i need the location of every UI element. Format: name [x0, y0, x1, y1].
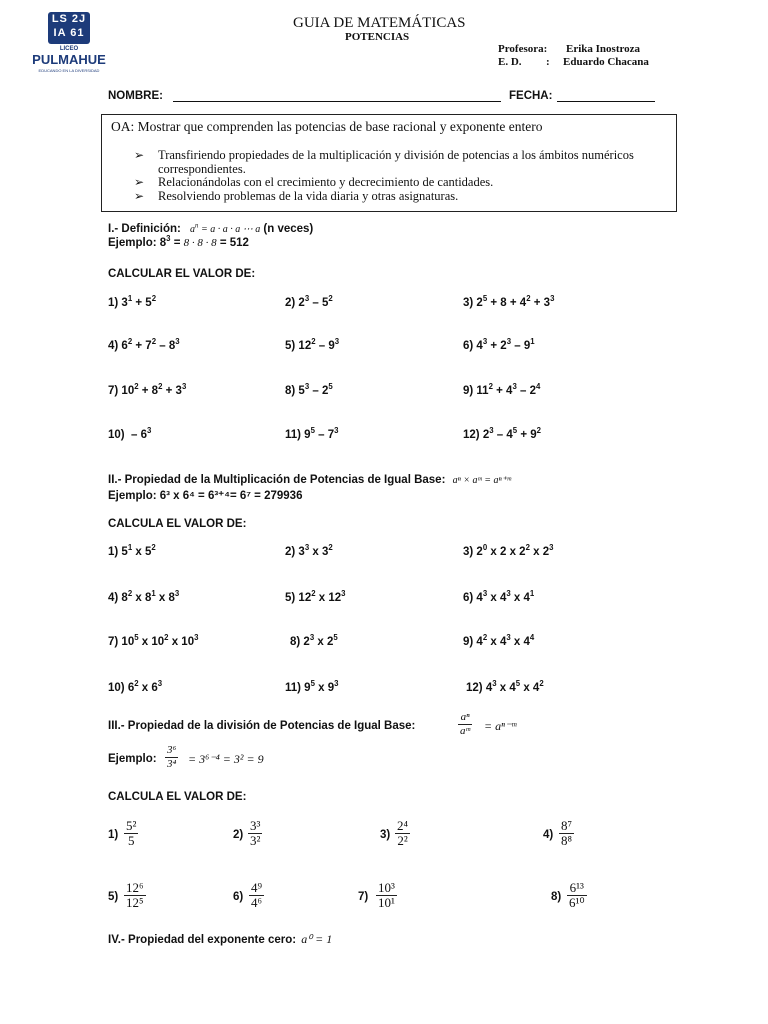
- s1-formula-base: a: [190, 224, 196, 235]
- s2-exercise: 1) $5^1$ x $5^2$: [108, 543, 156, 558]
- s1-exercise: 9) $11^2 + 4^3 - 2^4$: [463, 382, 541, 397]
- name-field[interactable]: [173, 91, 501, 102]
- s3-example-label: Ejemplo:: [108, 753, 157, 765]
- logo-name: PULMAHUE: [32, 52, 106, 67]
- objective-bullet: ➢ Resolviendo problemas de la vida diaria y otras asignaturas.: [134, 190, 670, 204]
- s3-exercise-den: 12⁵: [126, 895, 144, 910]
- s1-example-calc: 8 · 8 · 8: [183, 237, 217, 249]
- s1-exercise: 2) $2^3 - 5^2$: [285, 294, 333, 309]
- s3-exercise-label: 8): [551, 891, 562, 903]
- s2-exercise: 12) $4^3$ x $4^5$ x $4^2$: [466, 679, 544, 694]
- s3-exercise-label: 3): [380, 829, 391, 841]
- teacher-name: Erika Inostroza: [566, 43, 641, 55]
- s3-formula-fraction: [458, 711, 472, 738]
- s1-title-text: I.- Definición:: [108, 223, 181, 235]
- s1-example-eq: =: [173, 237, 181, 249]
- page-title: GUIA DE MATEMÁTICAS: [293, 15, 466, 31]
- s3-example-num: 3⁶: [167, 744, 177, 756]
- s2-exercise: 5) $12^2$ x $12^3$: [285, 589, 346, 604]
- objective-list: [134, 149, 670, 203]
- s2-exercise: 11) $9^5$ x $9^3$: [285, 679, 339, 694]
- ed-label: E. D.: [498, 56, 522, 68]
- s3-exercise-fraction: [124, 881, 146, 910]
- objective-label: OA:: [111, 119, 135, 134]
- s3-exercise-den: 2²: [397, 833, 408, 848]
- s3-exercise-label: 1): [108, 829, 119, 841]
- s1-example: [108, 234, 249, 249]
- s3-exercise-den: 3²: [250, 833, 261, 848]
- s1-exercise: 3) $2^5 + 8 + 4^2 + 3^3$: [463, 294, 555, 309]
- s1-exercise: 11) $9^5 - 7^3$: [285, 426, 339, 441]
- s2-exercise: 9) $4^2$ x $4^3$ x $4^4$: [463, 633, 535, 648]
- name-label: NOMBRE:: [108, 90, 163, 102]
- s3-exercise-label: 4): [543, 829, 554, 841]
- s3-exercise-fraction: [249, 881, 264, 910]
- s2-exercise: 3) $2^0$ x 2 x $2^2$ x $2^3$: [463, 543, 554, 558]
- s1-exercise: 5) $12^2 - 9^3$: [285, 337, 340, 352]
- s3-exercise-fraction: [559, 819, 574, 848]
- s3-exercise-num: 5²: [126, 818, 137, 833]
- s3-exercise-fraction: [567, 881, 587, 910]
- logo-badge-bottom: IA 61: [53, 27, 85, 39]
- s2-title-text: II.- Propiedad de la Multiplicación de Potencias de Igual Base:: [108, 474, 446, 486]
- s3-exercise-num: 12⁶: [126, 880, 144, 895]
- s3-example-den: 3⁴: [167, 758, 177, 770]
- date-field[interactable]: [557, 91, 655, 102]
- s2-example: Ejemplo: 6³ x 6⁴ = 6³⁺⁴= 6⁷ = 279936: [108, 490, 303, 502]
- s1-exercise: 12) $2^3 - 4^5 + 9^2$: [463, 426, 541, 441]
- s3-exercise-den: 8⁸: [561, 833, 573, 848]
- s3-exercise-label: 6): [233, 891, 244, 903]
- s3-exercise-den: 6¹⁰: [569, 895, 585, 910]
- s3-exercise-num: 2⁴: [397, 818, 409, 833]
- s1-n-times: (n veces): [263, 223, 314, 235]
- s2-exercise: 7) $10^5$ x $10^2$ x $10^3$: [108, 633, 199, 648]
- s1-exercise: 1) $3^1 + 5^2$: [108, 294, 157, 309]
- ed-separator: :: [546, 56, 550, 68]
- s2-exercise: 10) $6^2$ x $6^3$: [108, 679, 163, 694]
- page-subtitle: POTENCIAS: [345, 31, 410, 43]
- logo-tagline: EDUCANDO EN LA DIVERSIDAD: [38, 68, 100, 73]
- s3-exercise-num: 6¹³: [567, 881, 587, 896]
- objective-box: [101, 114, 677, 212]
- s1-exercise: 4) $6^2 + 7^2 - 8^3$: [108, 337, 180, 352]
- s3-exercise-num: 8⁷: [561, 818, 573, 833]
- s1-formula: [190, 224, 260, 235]
- s1-exercise: $10) - 6^3$: [108, 426, 152, 441]
- s3-exercise-label: 5): [108, 891, 119, 903]
- s3-exercise-fraction: [124, 819, 138, 848]
- school-logo: [22, 10, 116, 74]
- s3-exercise-num: 3³: [250, 818, 261, 833]
- s3-exercise-den: 5: [127, 833, 135, 848]
- s3-exercise-fraction: [395, 819, 410, 848]
- s2-exercise: 4) $8^2$ x $8^1$ x $8^3$: [108, 589, 180, 604]
- s3-instruction: CALCULA EL VALOR DE:: [108, 791, 247, 803]
- s1-example-label: Ejemplo: 8: [108, 237, 167, 249]
- s2-exercise: 6) $4^3$ x $4^3$ x $4^1$: [463, 589, 535, 604]
- s3-exercise-num: 4⁹: [251, 880, 263, 895]
- s2-exercise: 2) $3^3$ x $3^2$: [285, 543, 333, 558]
- s4-title-text: IV.- Propiedad del exponente cero:: [108, 934, 297, 946]
- s1-example-result: = 512: [219, 237, 249, 249]
- s1-exercise: 8) $5^3 - 2^5$: [285, 382, 333, 397]
- objective-description: Mostrar que comprenden las potencias de base racional y exponente entero: [137, 119, 543, 134]
- s2-instruction: CALCULA EL VALOR DE:: [108, 518, 247, 530]
- s3-exercise-num: 10³: [378, 880, 395, 895]
- logo-badge: [48, 12, 90, 44]
- s1-exercise: 6) $4^3 + 2^3 - 9^1$: [463, 337, 535, 352]
- s3-example-rhs: = 3⁶⁻⁴ = 3² = 9: [188, 752, 264, 766]
- s3-exercise-den: 4⁶: [251, 895, 263, 910]
- s4-title: [108, 932, 332, 947]
- s3-exercise-label: 7): [358, 891, 369, 903]
- s2-title: [108, 474, 511, 486]
- s1-instruction: CALCULAR EL VALOR DE:: [108, 268, 256, 280]
- s2-exercise: 8) $2^3$ x $2^5$: [290, 633, 338, 648]
- objective-text: [111, 119, 542, 135]
- s4-formula: a⁰ = 1: [301, 932, 333, 946]
- date-label: FECHA:: [509, 90, 553, 102]
- s1-exercise: 7) $10^2 + 8^2 + 3^3$: [108, 382, 187, 397]
- s3-formula-num: aⁿ: [458, 711, 472, 725]
- s1-title: [108, 223, 313, 235]
- s3-example-fraction: [165, 744, 178, 771]
- s2-formula: aⁿ × aᵐ = aⁿ⁺ᵐ: [452, 475, 512, 486]
- s1-formula-exp: n: [195, 222, 199, 230]
- s3-title: III.- Propiedad de la división de Potencias de Igual Base:: [108, 720, 416, 732]
- logo-liceo: LICEO: [59, 46, 79, 52]
- ed-name: Eduardo Chacana: [563, 56, 649, 68]
- s3-exercise-den: 10¹: [378, 895, 395, 910]
- logo-badge-top: LS 2J: [51, 13, 87, 25]
- s3-formula-rhs: = aⁿ⁻ᵐ: [484, 719, 517, 733]
- s3-exercise-label: 2): [233, 829, 244, 841]
- objective-bullet: ➢ Transfiriendo propiedades de la multiplicación y división de potencias a los ámbitos numéricos correspondientes.: [134, 149, 670, 176]
- s3-exercise-fraction: [376, 881, 397, 910]
- s1-formula-rhs: = a · a · a ⋯ a: [200, 224, 261, 235]
- s1-example-exp: 3: [166, 234, 171, 244]
- s3-formula-den: aᵐ: [460, 725, 471, 737]
- objective-bullet: ➢ Relacionándolas con el crecimiento y decrecimiento de cantidades.: [134, 176, 670, 190]
- s3-exercise-fraction: [248, 819, 262, 848]
- teacher-label: Profesora:: [498, 43, 548, 55]
